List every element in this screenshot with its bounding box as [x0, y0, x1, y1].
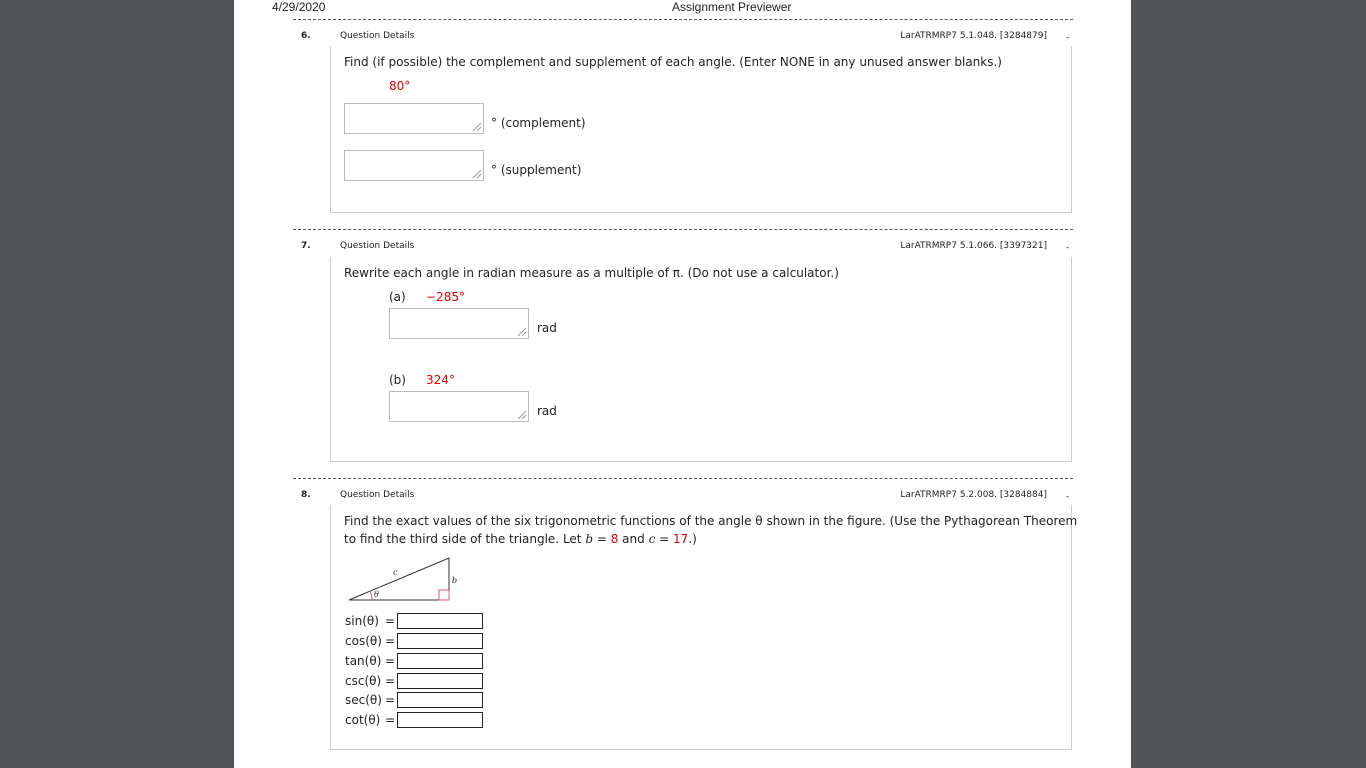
tan-text: tan(θ) — [345, 654, 382, 668]
q8-c-variable: c — [648, 532, 656, 546]
q6-complement-input[interactable] — [344, 103, 484, 134]
q7-separator — [293, 229, 1073, 230]
q8-reference: LarATRMRP7 5.2.008. [3284884] — [900, 490, 1047, 500]
q6-supplement-label: ° (supplement) — [491, 163, 582, 177]
q8-marker: - — [1066, 492, 1070, 502]
q7-part-b-input[interactable] — [389, 391, 529, 422]
q7-part-b-unit: rad — [537, 404, 557, 418]
cot-text: cot(θ) — [345, 713, 381, 727]
document-page — [234, 0, 1131, 768]
csc-equals: = — [385, 674, 396, 688]
q8-end-text: .) — [688, 532, 697, 546]
q8-prompt-line2 — [344, 532, 697, 546]
cot-label — [345, 713, 380, 727]
cos-label — [345, 634, 382, 648]
q8-number: 8. — [301, 490, 311, 500]
sec-input[interactable] — [397, 692, 483, 708]
q6-complement-label: ° (complement) — [491, 116, 586, 130]
cot-equals: = — [385, 713, 396, 727]
tan-label — [345, 654, 381, 668]
q8-details-label: Question Details — [340, 490, 415, 500]
resize-grip-icon — [472, 122, 482, 132]
q8-equals: = — [655, 532, 673, 546]
q6-reference: LarATRMRP7 5.1.048. [3284879] — [900, 31, 1047, 41]
resize-grip-icon — [517, 327, 527, 337]
csc-text: csc(θ) — [345, 674, 382, 688]
q8-box — [330, 505, 1078, 750]
csc-label — [345, 674, 381, 688]
right-triangle-figure — [346, 555, 458, 603]
q6-supplement-input[interactable] — [344, 150, 484, 181]
resize-grip-icon — [472, 169, 482, 179]
print-date: 4/29/2020 — [272, 0, 326, 14]
cos-input[interactable] — [397, 633, 483, 649]
sec-text: sec(θ) — [345, 693, 382, 707]
q6-angle: 80° — [389, 79, 411, 93]
cos-equals: = — [385, 634, 396, 648]
q7-box — [330, 257, 1072, 462]
right-angle-marker — [439, 590, 449, 600]
q8-equals: = — [593, 532, 611, 546]
cot-input[interactable] — [397, 712, 483, 728]
sin-text: sin(θ) — [345, 614, 379, 628]
q8-c-value: 17 — [672, 532, 689, 546]
q6-separator — [293, 19, 1073, 20]
q7-number: 7. — [301, 241, 311, 251]
q6-details-label: Question Details — [340, 31, 415, 41]
triangle-outline — [349, 558, 449, 600]
print-title: Assignment Previewer — [672, 0, 792, 14]
q7-part-b-label: (b) — [389, 373, 406, 387]
q7-part-a-angle: −285° — [426, 290, 465, 304]
q7-prompt: Rewrite each angle in radian measure as a multiple of π. (Do not use a calculator.) — [344, 266, 839, 280]
c-side-label: c — [393, 568, 398, 577]
sin-input[interactable] — [397, 613, 483, 629]
q8-b-variable: b — [585, 532, 594, 546]
q7-reference: LarATRMRP7 5.1.066. [3397321] — [900, 241, 1047, 251]
q8-b-value: 8 — [610, 532, 619, 546]
resize-grip-icon — [517, 410, 527, 420]
q6-box — [330, 46, 1072, 213]
tan-input[interactable] — [397, 653, 483, 669]
sin-label — [345, 614, 379, 628]
q6-marker: - — [1066, 33, 1070, 43]
cos-text: cos(θ) — [345, 634, 382, 648]
theta-label: θ — [374, 590, 379, 599]
q7-part-a-label: (a) — [389, 290, 406, 304]
q6-number: 6. — [301, 31, 311, 41]
q7-part-b-angle: 324° — [426, 373, 455, 387]
sec-equals: = — [385, 693, 396, 707]
q8-and-text: and — [618, 532, 649, 546]
tan-equals: = — [385, 654, 396, 668]
q8-prompt-line1: Find the exact values of the six trigonometric functions of the angle θ shown in the figure. (Use the Pythagorean Theorem — [344, 514, 1078, 528]
q7-marker: - — [1066, 243, 1070, 253]
sec-label — [345, 693, 382, 707]
q7-part-a-input[interactable] — [389, 308, 529, 339]
theta-arc — [370, 591, 372, 600]
q7-part-a-unit: rad — [537, 321, 557, 335]
q8-prompt-text: to find the third side of the triangle. Let — [344, 532, 586, 546]
q7-details-label: Question Details — [340, 241, 415, 251]
q6-prompt: Find (if possible) the complement and supplement of each angle. (Enter NONE in any unused answer blanks.) — [344, 55, 1002, 69]
b-side-label: b — [452, 576, 458, 585]
q8-separator — [293, 478, 1073, 479]
csc-input[interactable] — [397, 673, 483, 689]
sin-equals: = — [385, 614, 396, 628]
